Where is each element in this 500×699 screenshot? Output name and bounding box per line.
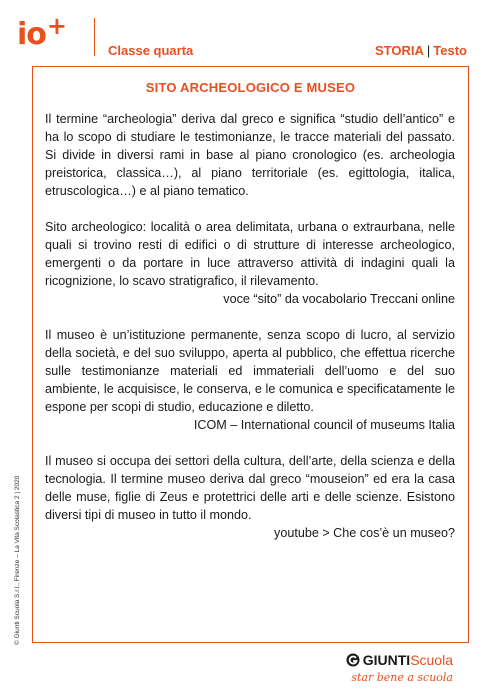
source-icom: ICOM – International council of museums Italia — [193, 418, 455, 432]
source-treccani: voce “sito” da vocabolario Treccani online — [223, 292, 455, 306]
brand-name: GIUNTI — [362, 652, 411, 668]
subject-name: STORIA — [375, 43, 424, 58]
header-divider — [94, 18, 95, 56]
brand-suffix: Scuola — [410, 652, 453, 668]
giunti-g-icon — [346, 653, 360, 670]
giunti-brand — [346, 652, 453, 684]
card-title: SITO ARCHEOLOGICO E MUSEO — [145, 80, 356, 95]
content-card — [32, 66, 469, 643]
source-youtube: youtube > Che cos’è un museo? — [274, 526, 455, 540]
grade-label: Classe quarta — [108, 43, 194, 58]
brand-tagline: star bene a scuola — [351, 671, 453, 684]
logo-text: io — [17, 17, 46, 52]
brand-line — [346, 652, 453, 670]
subject-label — [375, 43, 467, 58]
io-plus-logo — [17, 12, 67, 52]
copyright-note: © Giunti Scuola S.r.l., Firenze – La Vita Scolastica 2 | 2020 — [14, 475, 21, 645]
subject-separator: | — [426, 43, 431, 58]
paragraph-museo: Il museo è un’istituzione permanente, senza scopo di lucro, al servizio della società, e del suo sviluppo, aperta al pubblico, che effettua ricerche sulle testimonianze materiali ed immateriali dell’uomo e del suo ambiente, le acquisisce, le conserva, e le comunica e specificatamente le espone per scopi di studio, educazione e diletto. — [45, 328, 455, 414]
paragraph-archeologia: Il termine “archeologia” deriva dal greco e significa “studio dell’antico” e ha lo scopo di studiare le testimonianze, le tracce materiali del passato. Si divide in diversi rami in base al piano cronologico (es. archeologia preistorica, classica…), al piano territoriale (es. egittologia, italica, etruscologica…) e al piano tematico. — [45, 112, 455, 198]
paragraph-settori: Il museo si occupa dei settori della cultura, dell’arte, della scienza e della tecnologia. Il termine museo deriva dal greco “mouseion” ed era la casa delle muse, figlie di Zeus e protettrici delle arti e delle scienze. Esistono diversi tipi di museo in tutto il mondo. — [45, 454, 455, 522]
doc-type: Testo — [433, 43, 467, 58]
logo-plus: + — [46, 12, 67, 40]
card-body — [45, 110, 455, 542]
paragraph-sito: Sito archeologico: località o area delimitata, urbana o extraurbana, nelle quali si trovino resti di edifici o di strutture di interesse archeologico, emergenti o da portare in luce attraverso attività di indagini quali la ricognizione, lo scavo stratigrafico, il rilevamento. — [45, 220, 455, 288]
